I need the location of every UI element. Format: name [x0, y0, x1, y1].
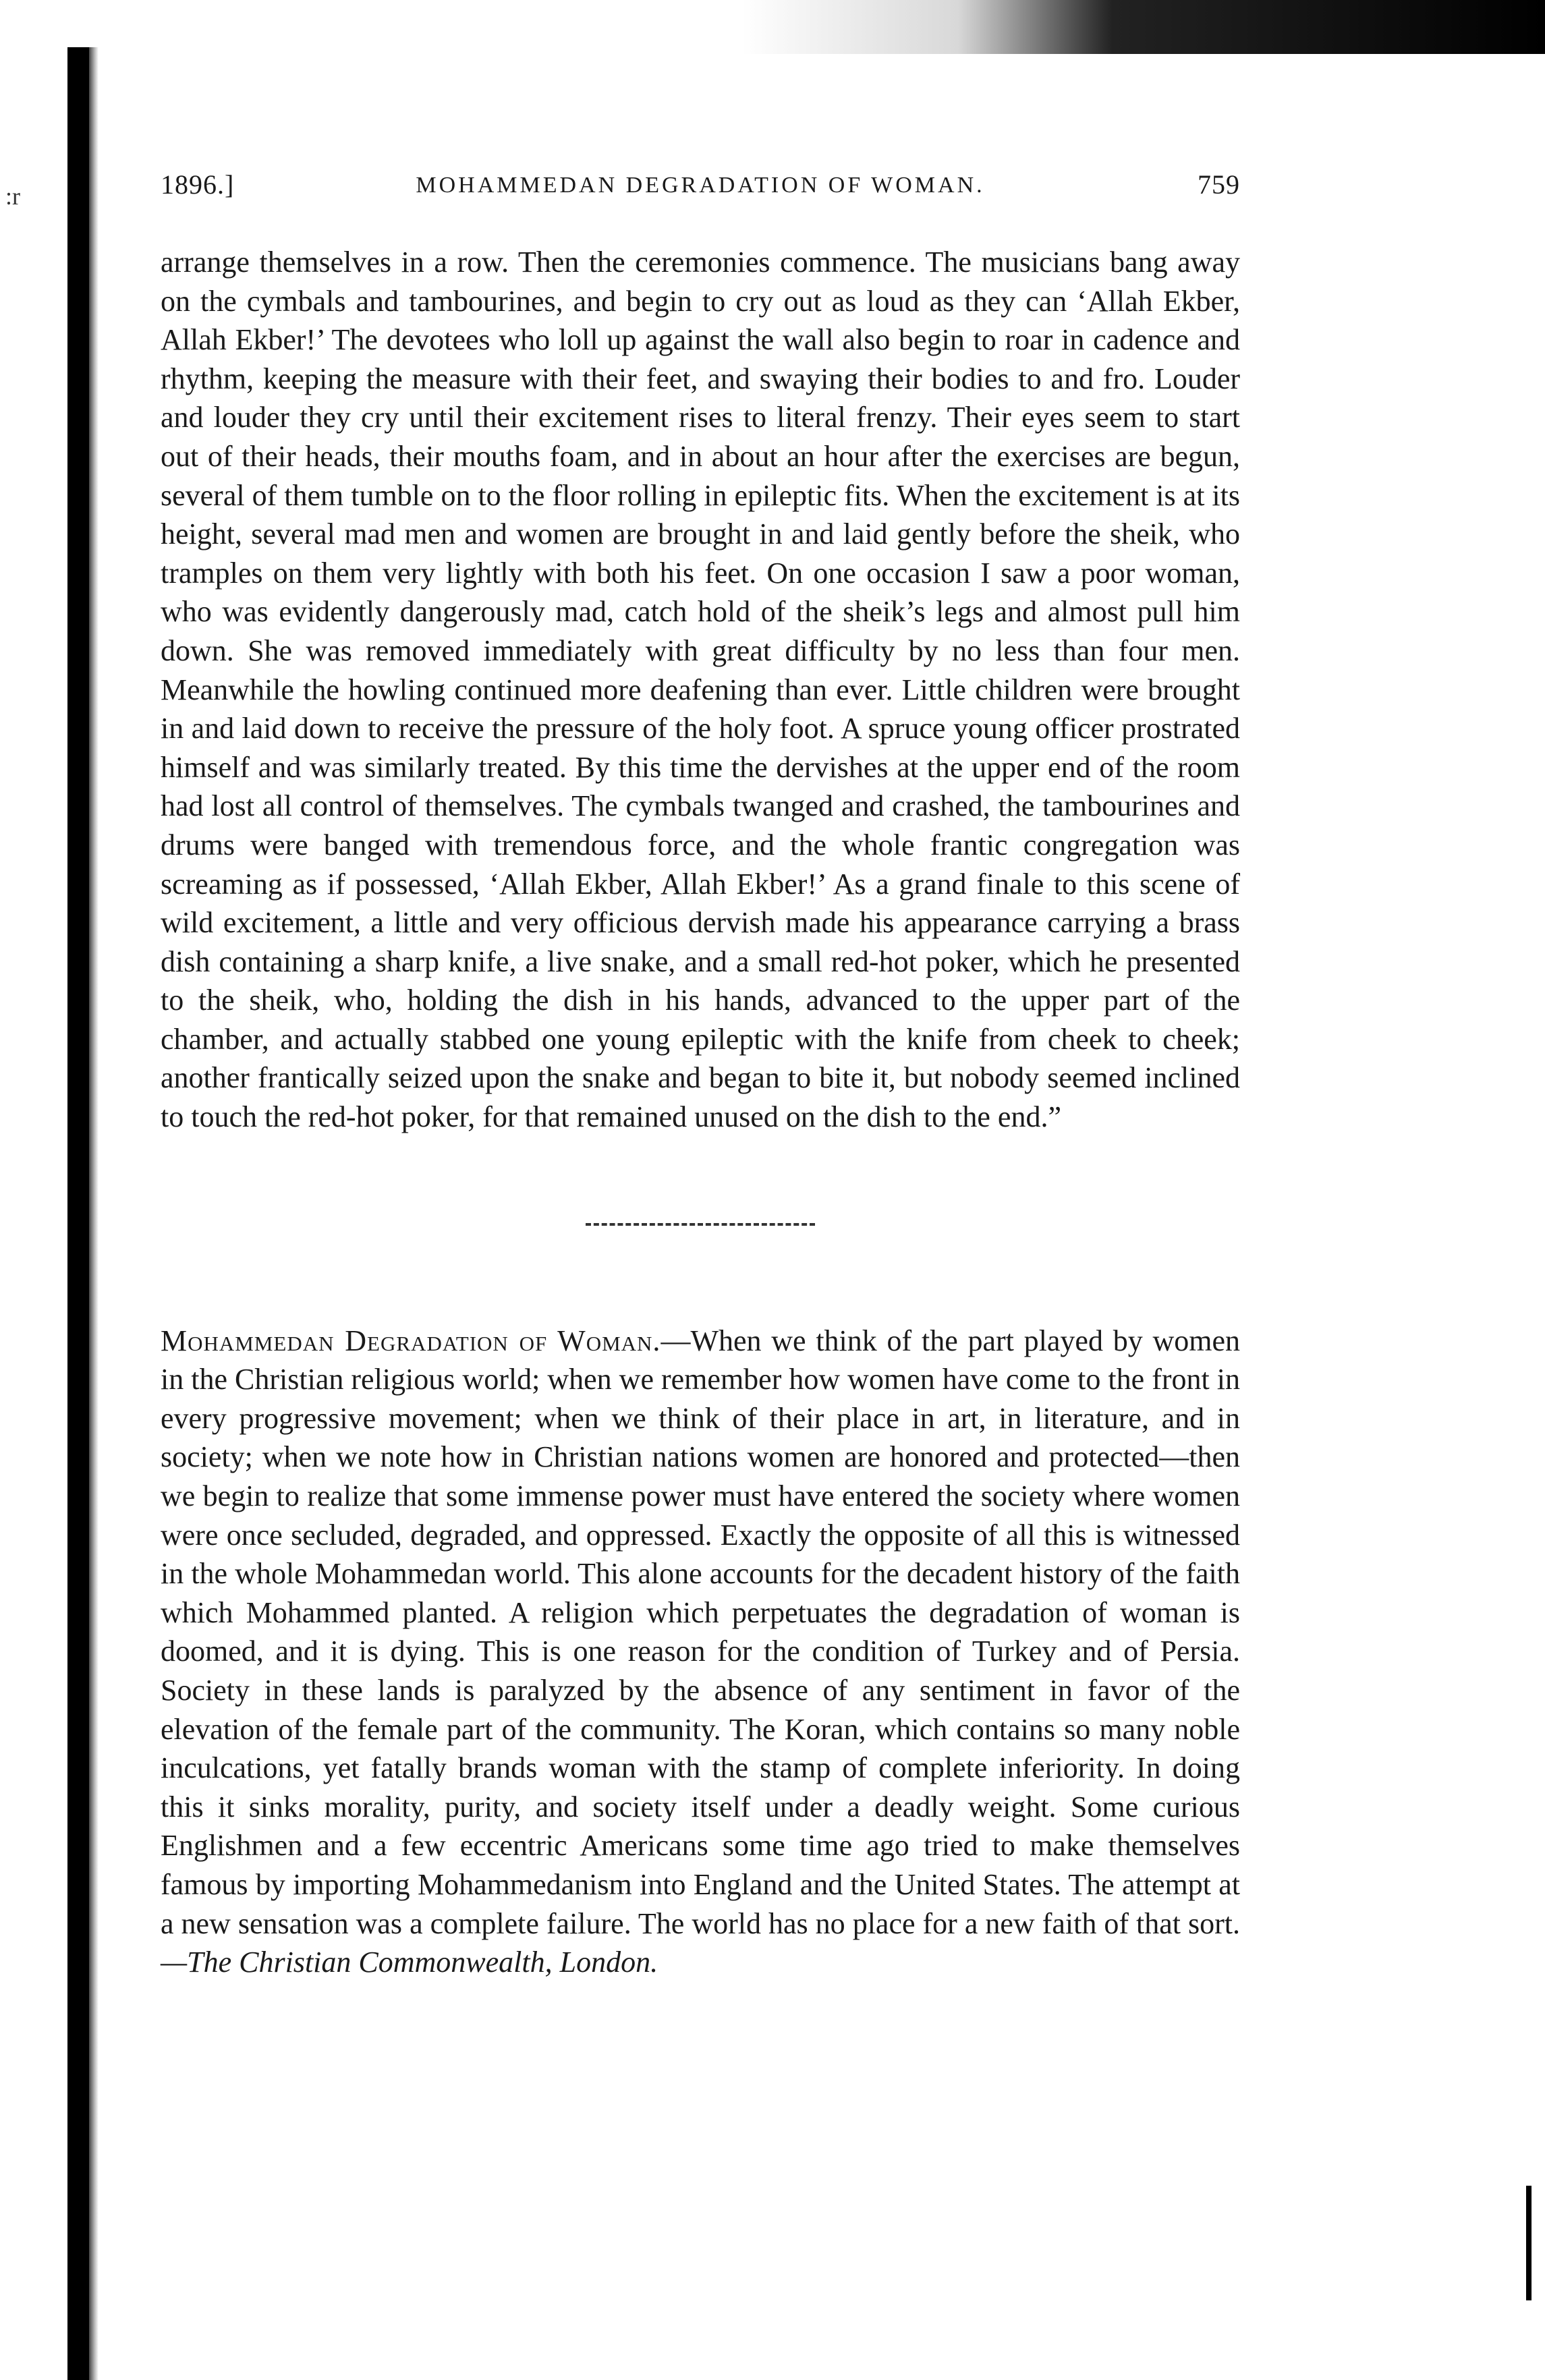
scan-binding-shadow	[67, 47, 89, 2380]
article-source: —The Christian Commonwealth, London.	[161, 1946, 658, 1979]
article-heading: Mohammedan Degradation of Woman.	[161, 1324, 661, 1357]
margin-mark: :r	[5, 183, 20, 210]
section-divider	[586, 1223, 815, 1226]
running-head	[161, 169, 1240, 209]
article-body: —When we think of the part played by women in the Christian religious world; when we remember how women have come to the front in every progressive movement; when we think of their place in art, in literature, and in society; when we note how in Christian nations women are honored and protected—then we begin to realize that some immense power must have entered the society where women were once secluded, degraded, and oppressed. Exactly the opposite of all this is witnessed in the whole Mohammedan world. This alone accounts for the decadent history of the faith which Mohammed planted. A religion which perpetuates the degradation of woman is doomed, and it is dying. This is one reason for the condition of Turkey and of Persia. Society in these lands is paralyzed by the absence of any sentiment in favor of the elevation of the female part of the community. The Koran, which contains so many noble inculcations, yet fatally brands woman with the stamp of complete inferiority. In doing this it sinks morality, purity, and society itself under a deadly weight. Some curious Englishmen and a few eccentric Americans some time ago tried to make themselves famous by importing Mohammedanism into England and the United States. The attempt at a new sensation was a complete failure. The world has no place for a new faith of that sort.	[161, 1324, 1240, 1940]
running-head-title: MOHAMMEDAN DEGRADATION OF WOMAN.	[416, 173, 985, 198]
running-head-year: 1896.]	[161, 169, 235, 200]
page-number: 759	[1198, 169, 1240, 200]
page-content	[161, 169, 1240, 1982]
scan-edge-mark	[1526, 2186, 1532, 2300]
body-text	[161, 243, 1240, 1982]
scan-binding-gradient	[89, 47, 99, 2380]
scan-top-shadow	[0, 0, 1545, 54]
article-paragraph	[161, 1322, 1240, 1982]
continued-passage: arrange themselves in a row. Then the ceremonies commence. The musicians bang away on the cymbals and tambourines, and begin to cry out as loud as they can ‘Allah Ekber, Allah Ekber!’ The devotees who loll up against the wall also begin to roar in cadence and rhythm, keeping the measure with their feet, and swaying their bodies to and fro. Louder and louder they cry until their excitement rises to literal frenzy. Their eyes seem to start out of their heads, their mouths foam, and in about an hour after the exercises are begun, several of them tumble on to the floor rolling in epileptic fits. When the excitement is at its height, several mad men and women are brought in and laid gently before the sheik, who tramples on them very lightly with both his feet. On one occasion I saw a poor woman, who was evidently dangerously mad, catch hold of the sheik’s legs and almost pull him down. She was removed immediately with great difficulty by no less than four men. Meanwhile the howling continued more deafening than ever. Little children were brought in and laid down to receive the pressure of the holy foot. A spruce young officer prostrated himself and was similarly treated. By this time the dervishes at the upper end of the room had lost all control of themselves. The cymbals twanged and crashed, the tambourines and drums were banged with tremendous force, and the whole frantic congregation was screaming as if possessed, ‘Allah Ekber, Allah Ekber!’ As a grand finale to this scene of wild excitement, a little and very officious dervish made his appearance carrying a brass dish containing a sharp knife, a live snake, and a small red-hot poker, which he presented to the sheik, who, holding the dish in his hands, advanced to the upper part of the chamber, and actually stabbed one young epileptic with the knife from cheek to cheek; another frantically seized upon the snake and began to bite it, but nobody seemed inclined to touch the red-hot poker, for that remained unused on the dish to the end.”	[161, 246, 1240, 1134]
